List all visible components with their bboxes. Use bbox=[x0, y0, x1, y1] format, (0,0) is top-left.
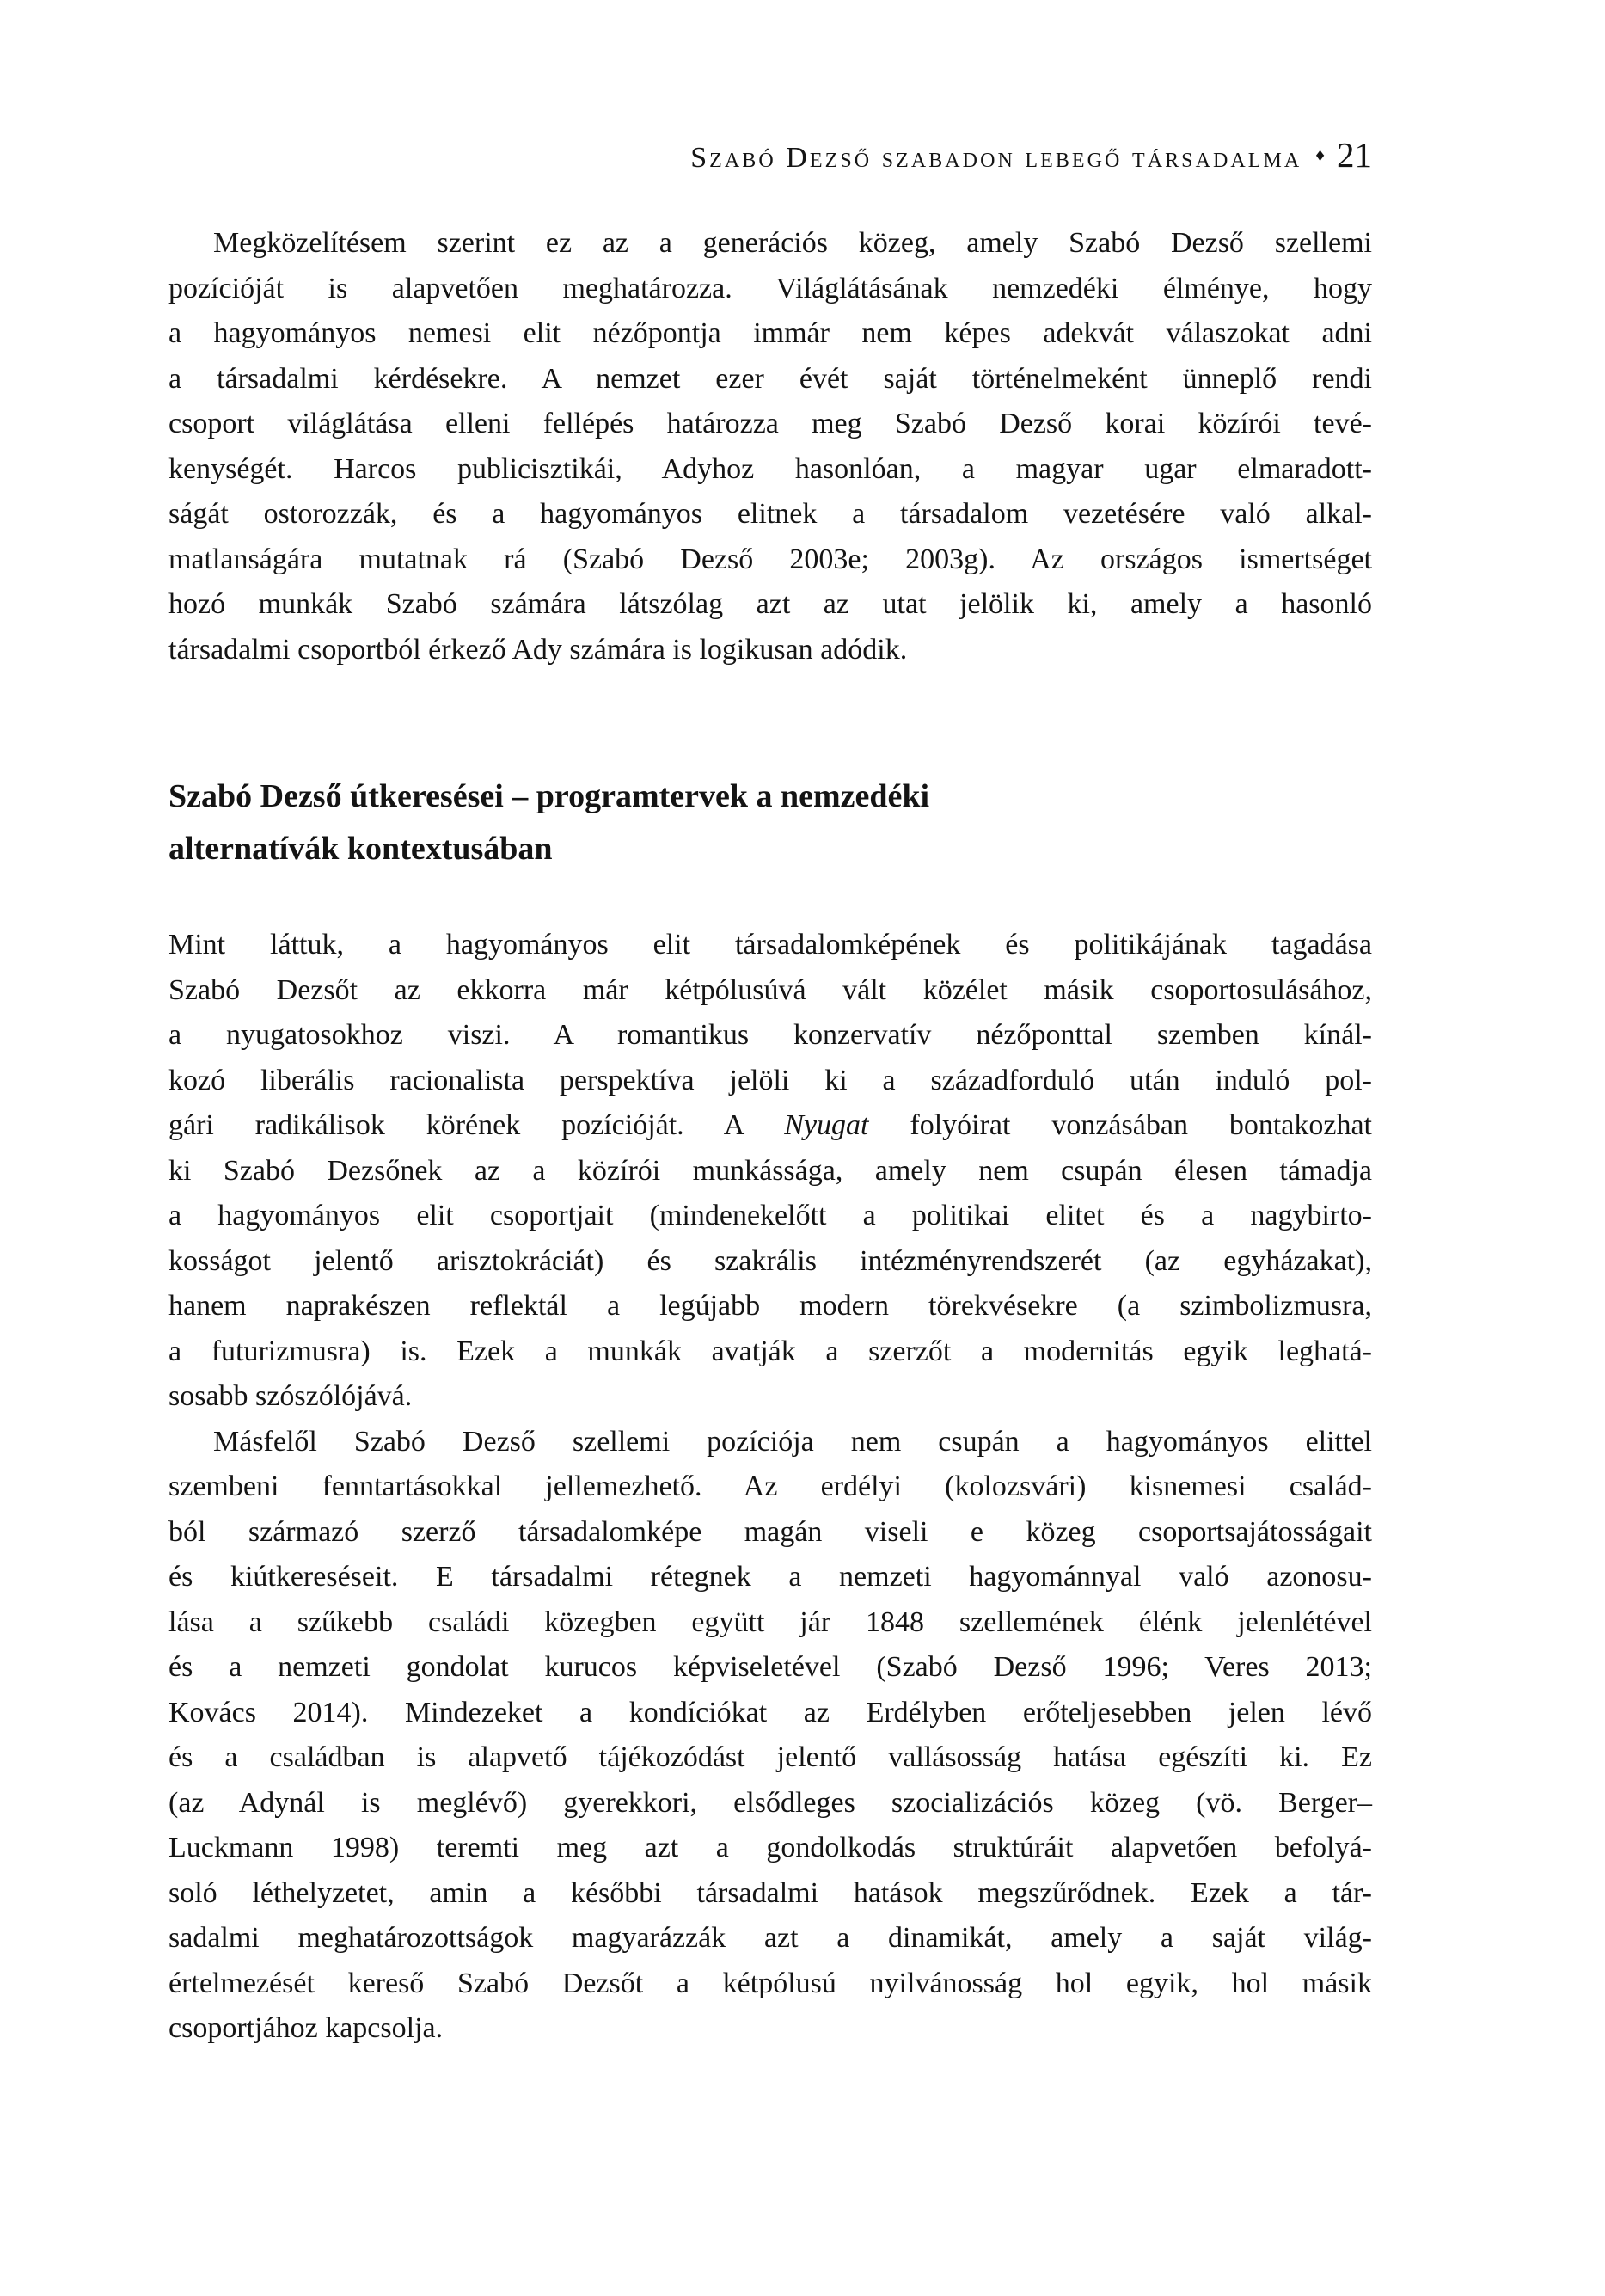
text-line: sadalmi meghatározottságok magyarázzák azt a dinamikát, amely a saját világ- bbox=[168, 1922, 1372, 1954]
text-line: a futurizmusra) is. Ezek a munkák avatják a szerzőt a modernitás egyik leghatá- bbox=[168, 1335, 1372, 1367]
text-line: hozó munkák Szabó számára látszólag azt az utat jelölik ki, amely a hasonló bbox=[168, 588, 1372, 620]
diamond-separator-icon: ♦ bbox=[1315, 144, 1325, 165]
running-head-title: Szabó Dezső szabadon lebegő társadalma bbox=[690, 142, 1302, 174]
text-line: értelmezését kereső Szabó Dezsőt a kétpólusú nyilvánosság hol egyik, hol másik bbox=[168, 1967, 1372, 1999]
text-line: hanem naprakészen reflektál a legújabb modern törekvésekre (a szimbolizmusra, bbox=[168, 1290, 1372, 1322]
section-heading bbox=[168, 770, 1372, 875]
text-line: a hagyományos elit csoportjait (mindenekelőtt a politikai elitet és a nagybirto- bbox=[168, 1200, 1372, 1231]
text-line: Megközelítésem szerint ez az a generációs közeg, amely Szabó Dezső szellemi bbox=[213, 227, 1372, 259]
text-line: Kovács 2014). Mindezeket a kondíciókat az Erdélyben erőteljesebben jelen lévő bbox=[168, 1696, 1372, 1728]
journal-title-italic: Nyugat bbox=[784, 1109, 869, 1141]
text-segment: gári radikálisok körének pozícióját. A bbox=[168, 1109, 785, 1141]
text-line: szembeni fenntartásokkal jellemezhető. Az erdélyi (kolozsvári) kisnemesi család- bbox=[168, 1470, 1372, 1502]
text-line: a nyugatosokhoz viszi. A romantikus konzervatív nézőponttal szemben kínál- bbox=[168, 1019, 1372, 1051]
running-head bbox=[168, 134, 1372, 175]
text-line: kenységét. Harcos publicisztikái, Adyhoz hasonlóan, a magyar ugar elmaradott- bbox=[168, 452, 1372, 485]
text-line: ki Szabó Dezsőnek az a közírói munkássága, amely nem csupán élesen támadja bbox=[168, 1154, 1372, 1187]
text-line: és a családban is alapvető tájékozódást jelentő vallásosság hatása egészíti ki. Ez bbox=[168, 1741, 1372, 1773]
text-block bbox=[168, 221, 1372, 2052]
text-segment: folyóirat vonzásában bontakozhat bbox=[868, 1109, 1372, 1141]
text-line: a társadalmi kérdésekre. A nemzet ezer évét saját történelmeként ünneplő rendi bbox=[168, 362, 1372, 395]
text-line-with-italic bbox=[168, 1103, 1372, 1149]
text-line: soló léthelyzetet, amin a későbbi társadalmi hatások megszűrődnek. Ezek a tár- bbox=[168, 1876, 1372, 1909]
text-line: a hagyományos nemesi elit nézőpontja immár nem képes adekvát válaszokat adni bbox=[168, 317, 1372, 349]
text-line: kozó liberális racionalista perspektíva jelöli ki a századforduló után induló pol- bbox=[168, 1064, 1372, 1096]
paragraph-2 bbox=[168, 923, 1372, 1420]
text-line: csoportjához kapcsolja. bbox=[168, 2012, 444, 2044]
text-line: kosságot jelentő arisztokráciát) és szakrális intézményrendszerét (az egyházakat), bbox=[168, 1244, 1372, 1277]
text-line: társadalmi csoportból érkező Ady számára is logikusan adódik. bbox=[168, 633, 908, 666]
text-line: matlanságára mutatnak rá (Szabó Dezső 2003e; 2003g). Az országos ismertséget bbox=[168, 543, 1372, 575]
text-line: (az Adynál is meglévő) gyerekkori, elsődleges szocializációs közeg (vö. Berger– bbox=[168, 1786, 1372, 1819]
section-heading-line: Szabó Dezső útkeresései – programtervek a nemzedéki bbox=[168, 778, 930, 814]
text-line: ságát ostorozzák, és a hagyományos elitnek a társadalom vezetésére való alkal- bbox=[168, 498, 1372, 530]
text-line: sosabb szószólójává. bbox=[168, 1380, 413, 1412]
text-line: és kiútkereséseit. E társadalmi rétegnek a nemzeti hagyománnyal való azonosu- bbox=[168, 1561, 1372, 1593]
text-line: Szabó Dezsőt az ekkorra már kétpólusúvá vált közélet másik csoportosulásához, bbox=[168, 973, 1372, 1006]
page-number: 21 bbox=[1337, 135, 1372, 175]
text-line: pozícióját is alapvetően meghatározza. Világlátásának nemzedéki élménye, hogy bbox=[168, 272, 1372, 304]
paragraph-3 bbox=[168, 1420, 1372, 2052]
section-heading-line: alternatívák kontextusában bbox=[168, 831, 553, 867]
text-line: csoport világlátása elleni fellépés határozza meg Szabó Dezső korai közírói tevé- bbox=[168, 408, 1372, 439]
text-line: Másfelől Szabó Dezső szellemi pozíciója nem csupán a hagyományos elittel bbox=[213, 1425, 1372, 1458]
paragraph-1 bbox=[168, 221, 1372, 672]
text-line: és a nemzeti gondolat kurucos képviseletével (Szabó Dezső 1996; Veres 2013; bbox=[168, 1651, 1372, 1683]
text-line: Mint láttuk, a hagyományos elit társadalomképének és politikájának tagadása bbox=[168, 929, 1372, 961]
text-line: lása a szűkebb családi közegben együtt jár 1848 szellemének élénk jelenlétével bbox=[168, 1605, 1372, 1638]
text-line: Luckmann 1998) teremti meg azt a gondolkodás struktúráit alapvetően befolyá- bbox=[168, 1832, 1372, 1863]
text-line: ból származó szerző társadalomképe magán viseli e közeg csoportsajátosságait bbox=[168, 1515, 1372, 1548]
